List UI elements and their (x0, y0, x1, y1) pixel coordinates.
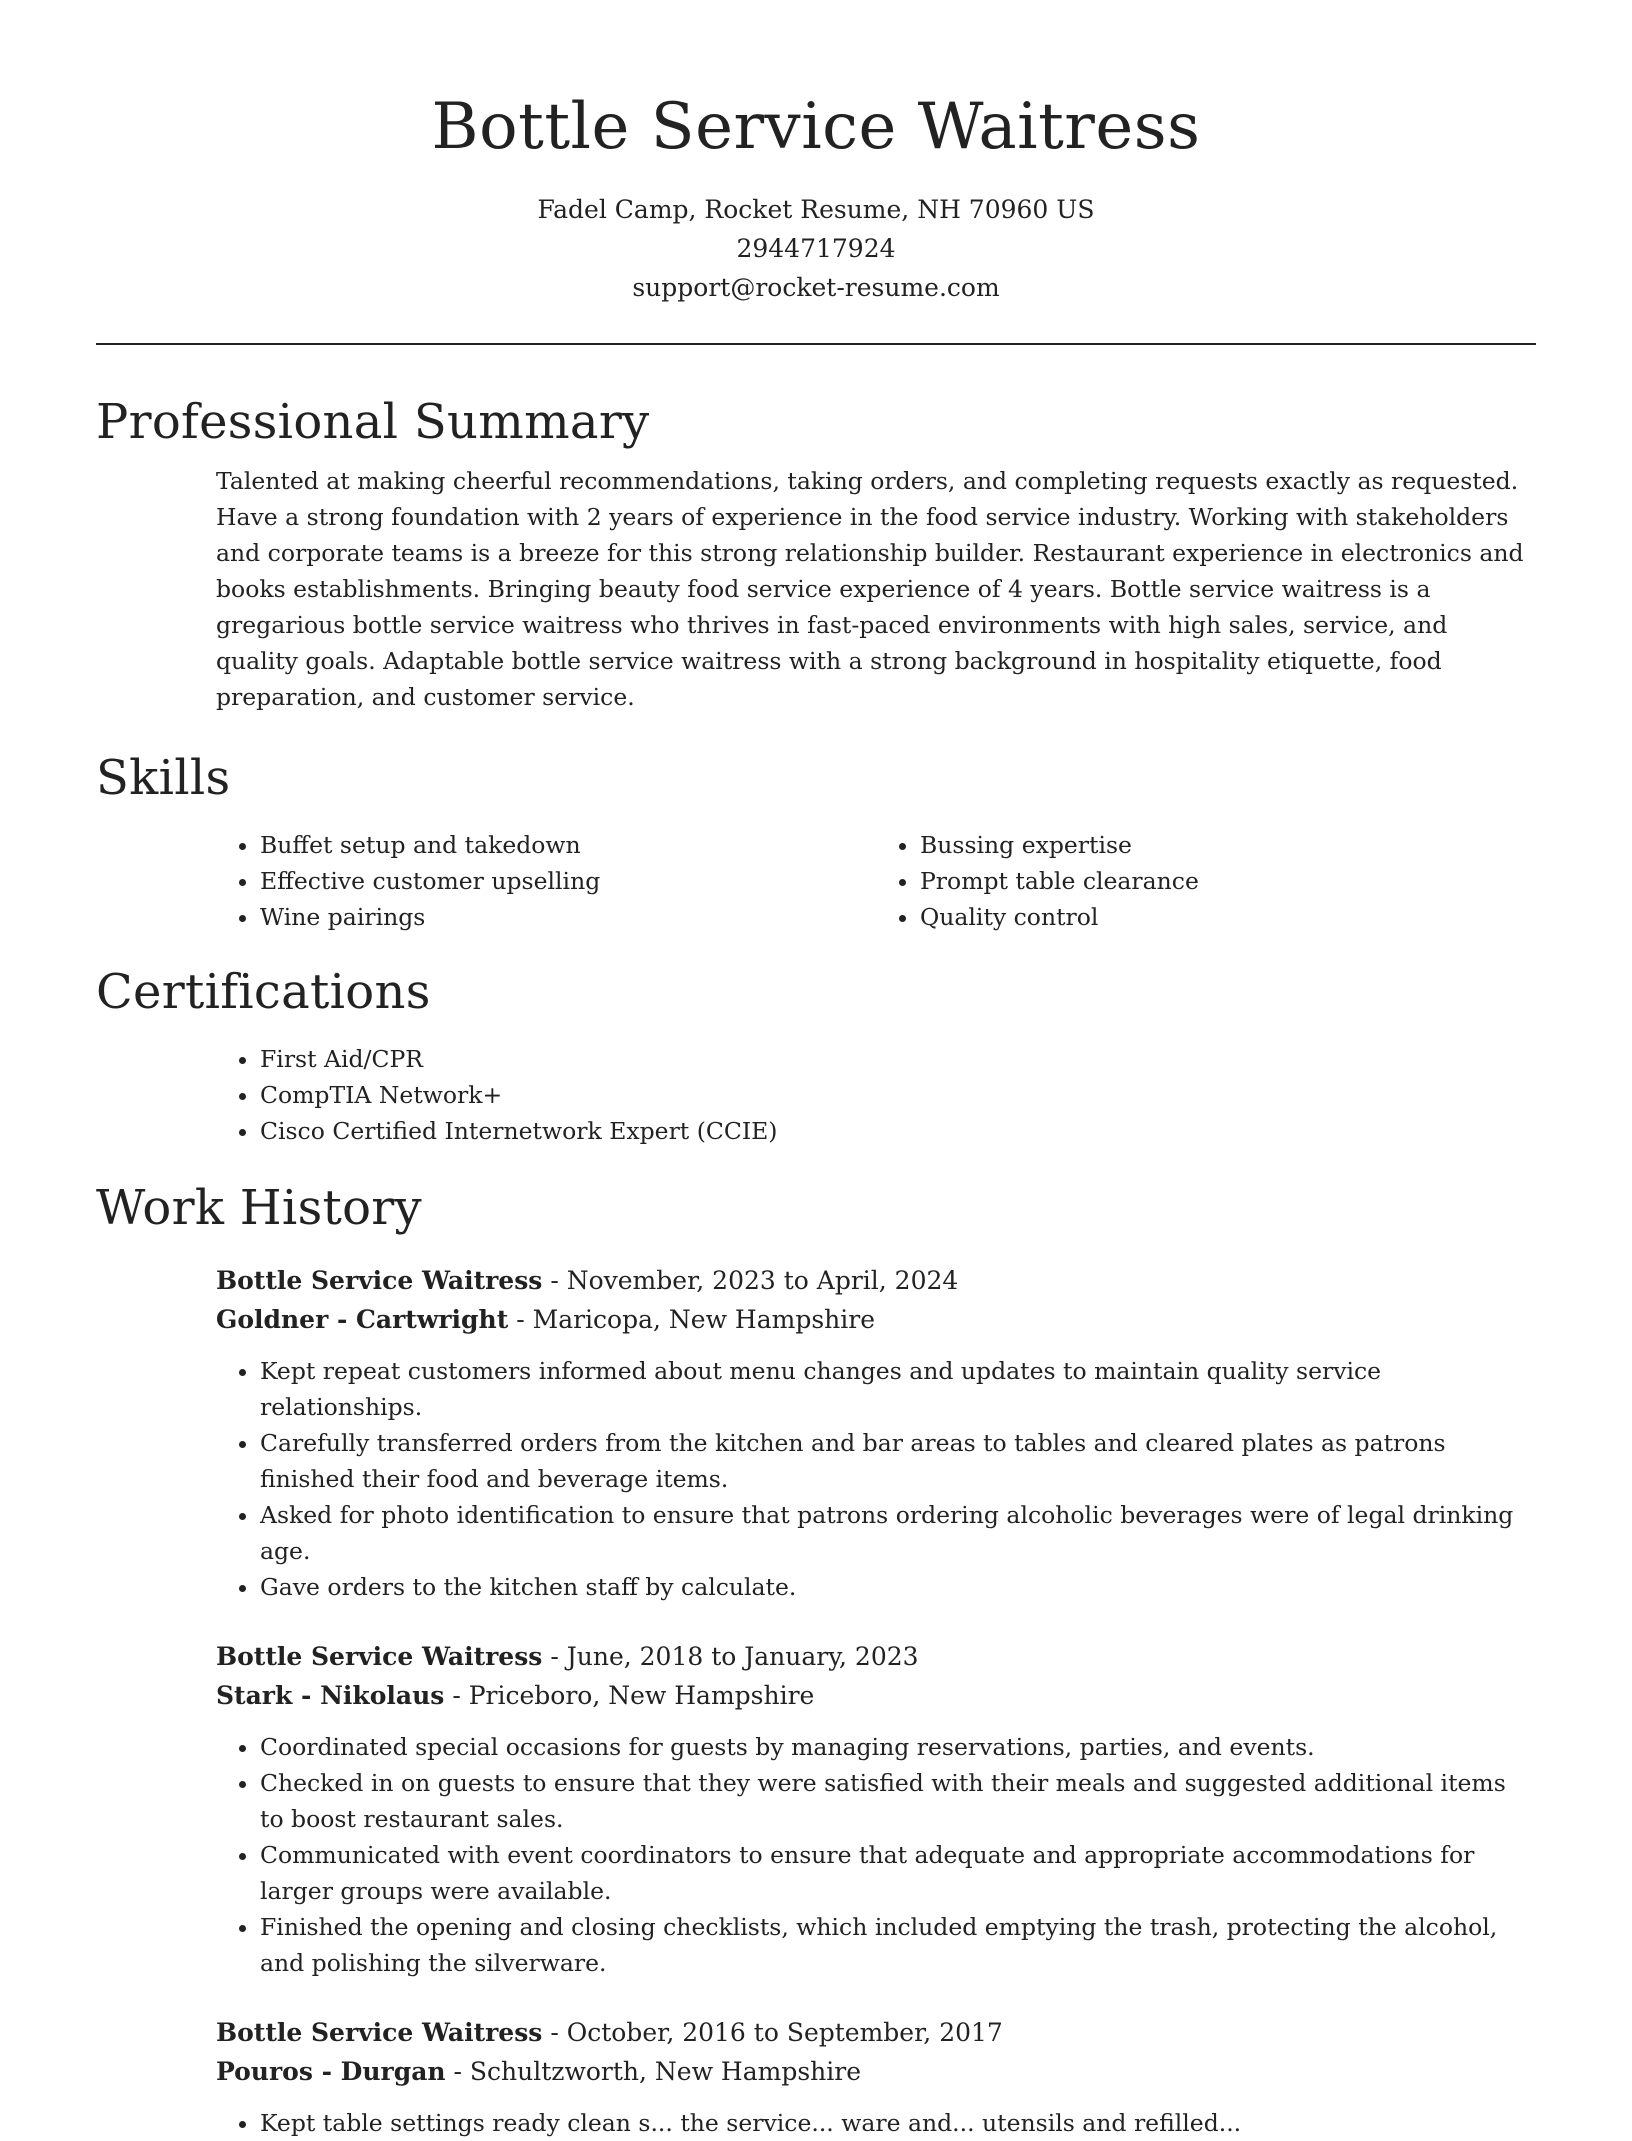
job-duties (216, 1353, 1536, 1605)
job-dates: - October, 2016 to September, 2017 (542, 2018, 1003, 2047)
job-title-line (216, 2013, 1536, 2052)
duty-item: • Coordinated special occasions for guests by managing reservations, parties, and events. (260, 1729, 1536, 1765)
resume-page (96, 0, 1536, 2141)
summary-heading: Professional Summary (96, 394, 650, 450)
contact-info (96, 190, 1536, 307)
skill-item: • Prompt table clearance (920, 863, 1536, 899)
job-duties (216, 1729, 1536, 1981)
job-location: - Schultzworth, New Hampshire (445, 2057, 862, 2086)
duty-item: • Communicated with event coordinators to ensure that adequate and appropriate accommodations for larger groups were available. (260, 1837, 1536, 1909)
certifications-list (216, 1041, 1536, 1149)
email: support@rocket-resume.com (632, 273, 1000, 302)
skills-column-left (216, 827, 876, 935)
job-title: Bottle Service Waitress (216, 2018, 543, 2047)
duty-item: • Carefully transferred orders from the kitchen and bar areas to tables and cleared plates as patrons finished their food and beverage items. (260, 1425, 1536, 1497)
job-company-line (216, 2052, 1536, 2091)
job-location: - Maricopa, New Hampshire (508, 1305, 875, 1334)
job-dates: - June, 2018 to January, 2023 (542, 1642, 919, 1671)
certification-item: • First Aid/CPR (260, 1041, 1536, 1077)
duty-item: • Asked for photo identification to ensure that patrons ordering alcoholic beverages were of legal drinking age. (260, 1497, 1536, 1569)
skills-grid (216, 827, 1536, 935)
candidate-name: Bottle Service Waitress (431, 90, 1201, 164)
certifications-section (96, 959, 1536, 1149)
skills-section (96, 745, 1536, 935)
resume-header (96, 0, 1536, 307)
duty-item: • Checked in on guests to ensure that they were satisfied with their meals and suggested additional items to boost restaurant sales. (260, 1765, 1536, 1837)
job-entry (216, 1261, 1536, 1605)
certifications-heading: Certifications (96, 964, 431, 1020)
skill-item: • Buffet setup and takedown (260, 827, 876, 863)
job-title: Bottle Service Waitress (216, 1642, 543, 1671)
job-location: - Priceboro, New Hampshire (444, 1681, 815, 1710)
certification-item: • Cisco Certified Internetwork Expert (CCIE) (260, 1113, 1536, 1149)
duty-item: • Kept table settings ready clean s... the service... ware and... utensils and refilled... (260, 2105, 1536, 2141)
summary-section (96, 389, 1536, 715)
skill-item: • Bussing expertise (920, 827, 1536, 863)
job-company: Stark - Nikolaus (216, 1681, 445, 1710)
job-dates: - November, 2023 to April, 2024 (542, 1266, 959, 1295)
summary-text: Talented at making cheerful recommendations, taking orders, and completing requests exactly as requested. Have a strong foundation with 2 years of experience in the food service industry. Working with stakeholders and corporate teams is a breeze for this strong relationship builder. Restaurant experience in electronics and books establishments. Bringing beauty food service experience of 4 years. Bottle service waitress is a gregarious bottle service waitress who thrives in fast-paced environments with high sales, service, and quality goals. Adaptable bottle service waitress with a strong background in hospitality etiquette, food preparation, and customer service. (216, 467, 1524, 711)
job-entry (216, 1637, 1536, 1981)
job-title: Bottle Service Waitress (216, 1266, 543, 1295)
skill-item: • Effective customer upselling (260, 863, 876, 899)
phone: 2944717924 (736, 234, 896, 263)
duty-item: • Finished the opening and closing checklists, which included emptying the trash, protecting the alcohol, and polishing the silverware. (260, 1909, 1536, 1981)
header-divider (96, 343, 1536, 345)
job-duties (216, 2105, 1536, 2141)
job-company: Pouros - Durgan (216, 2057, 446, 2086)
job-company: Goldner - Cartwright (216, 1305, 509, 1334)
duty-item: • Gave orders to the kitchen staff by calculate. (260, 1569, 1536, 1605)
skill-item: • Quality control (920, 899, 1536, 935)
work-history-section (96, 1175, 1536, 2141)
job-company-line (216, 1300, 1536, 1339)
skills-heading: Skills (96, 750, 231, 806)
job-title-line (216, 1637, 1536, 1676)
address: Fadel Camp, Rocket Resume, NH 70960 US (537, 195, 1095, 224)
duty-item: • Kept repeat customers informed about menu changes and updates to maintain quality service relationships. (260, 1353, 1536, 1425)
certification-item: • CompTIA Network+ (260, 1077, 1536, 1113)
skills-column-right (876, 827, 1536, 935)
work-history-heading: Work History (96, 1180, 422, 1236)
job-entry (216, 2013, 1536, 2141)
job-company-line (216, 1676, 1536, 1715)
skill-item: • Wine pairings (260, 899, 876, 935)
job-title-line (216, 1261, 1536, 1300)
